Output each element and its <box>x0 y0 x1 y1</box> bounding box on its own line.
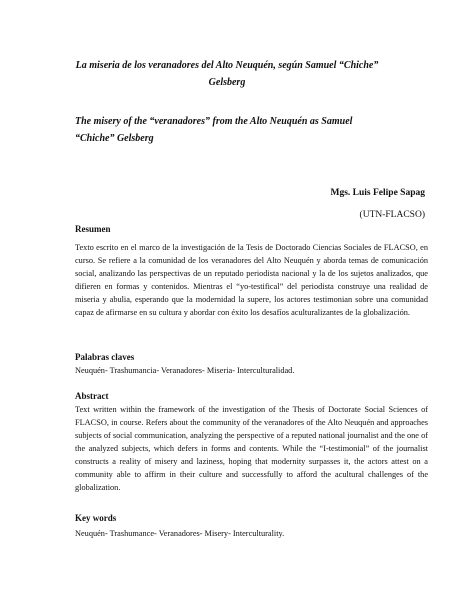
palabras-claves-text: Neuquén- Trashumancia- Veranadores- Miseria- Interculturalidad. <box>75 366 295 375</box>
abstract-heading: Abstract <box>75 391 109 401</box>
key-words-heading: Key words <box>75 513 117 523</box>
palabras-claves-heading: Palabras claves <box>75 352 135 362</box>
author-name: Mgs. Luis Felipe Sapag <box>330 188 425 198</box>
title-english: The misery of the “veranadores” from the Alto Neuquén as Samuel “Chiche” Gelsberg <box>75 116 353 144</box>
title-spanish: La miseria de los veranadores del Alto Neuquén, según Samuel “Chiche” Gelsberg <box>75 60 379 88</box>
abstract-text: Text written within the framework of the investigation of the Thesis of Doctorate Social Sciences of FLACSO, in course. Refers about the community of the veranadores of the Alto Neuquén and approaches subjects of social communication, analyzing the perspective of a reputed national journalist and the one of the analyzed subjects, which defers in forms and contents. While the “I-testimonial” of the journalist constructs a reality of misery and laziness, hoping that modernity surpasses it, the actors attest on a community able to affirm in their culture and successfully to afford the acultural challenges of the globalization. <box>75 405 428 492</box>
author-block <box>331 182 426 226</box>
resumen-text: Texto escrito en el marco de la investigación de la Tesis de Doctorado Ciencias Sociales de FLACSO, en curso. Se refiere a la comunidad de los veranadores del Alto Neuquén y aborda temas de comunicación social, analizando las perspectivas de un reputado periodista nacional y la de los sujetos analizados, que difieren en formas y contenidos. Mientras el “yo-testifical” del periodista construye una realidad de miseria y abulia, esperando que la modernidad la supere, los actores testimonian sobre una comunidad capaz de afirmarse en su cultura y abordar con éxito los desafíos aculturalizantes de la globalización. <box>75 243 428 317</box>
key-words-text: Neuquén- Trashumance- Veranadores- Misery- Interculturality. <box>75 529 285 538</box>
author-affiliation: (UTN-FLACSO) <box>359 210 425 220</box>
resumen-heading: Resumen <box>75 224 111 234</box>
